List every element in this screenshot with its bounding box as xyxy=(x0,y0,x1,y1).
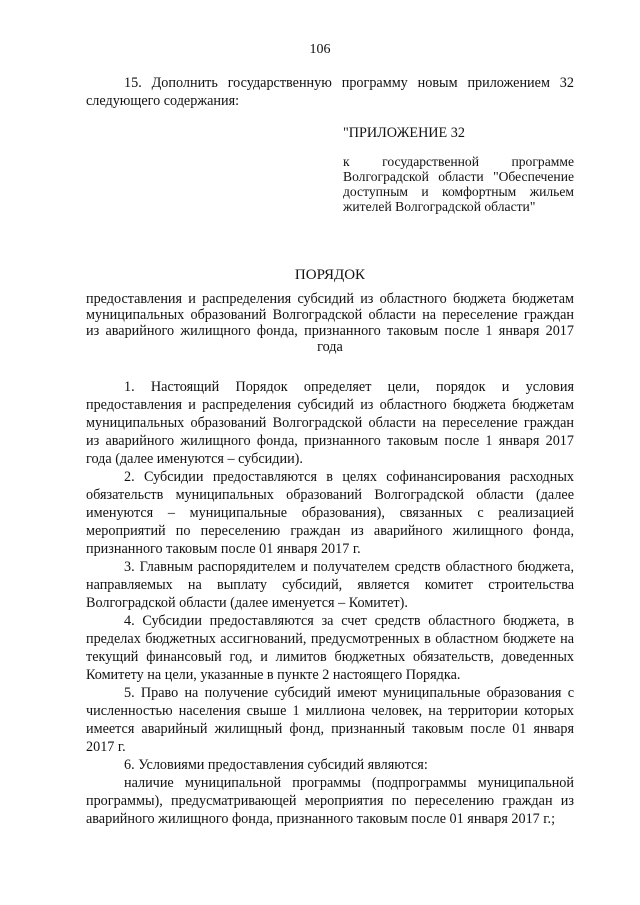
appendix-text: к государственной программе Волгоградской области "Обеспечение доступным и комфортным жильем жителей Волгоградской области" xyxy=(343,154,574,214)
paragraph-1: 1. Настоящий Порядок определяет цели, порядок и условия предоставления и распределения субсидий из областного бюджета бюджетам муниципальных образований Волгоградской области на переселение граждан из аварийного жилищного фонда, признанного таковым после 1 января 2017 года (далее именуются – субсидии). xyxy=(86,379,574,467)
order-heading xyxy=(86,266,574,355)
appendix-title: "ПРИЛОЖЕНИЕ 32 xyxy=(343,125,465,141)
paragraph-4: 4. Субсидии предоставляются за счет средств областного бюджета, в пределах бюджетных ассигнований, предусмотренных в областном бюджете на текущий финансовый год, и лимитов бюджетных обязательств, доведенных Комитету на цели, указанные в пункте 2 настоящего Порядка. xyxy=(86,613,574,683)
paragraph-6-condition: наличие муниципальной программы (подпрограммы муниципальной программы), предусматривающей мероприятия по переселению граждан из аварийного жилищного фонда, признанного таковым после 01 января 2017 г.; xyxy=(86,775,574,827)
paragraph-2: 2. Субсидии предоставляются в целях софинансирования расходных обязательств муниципальных образований Волгоградской области (далее именуются – муниципальные образования), связанных с реализацией мероприятий по переселению граждан из аварийного жилищного фонда, признанного таковым после 01 января 2017 г. xyxy=(86,469,574,557)
intro-paragraph: 15. Дополнить государственную программу новым приложением 32 следующего содержания: xyxy=(86,75,574,109)
order-body xyxy=(86,378,574,828)
paragraph-3: 3. Главным распорядителем и получателем средств областного бюджета, направляемых на выплату субсидий, является комитет строительства Волгоградской области (далее именуется – Комитет). xyxy=(86,559,574,611)
paragraph-6: 6. Условиями предоставления субсидий являются: xyxy=(124,757,428,773)
order-title: ПОРЯДОК xyxy=(294,267,366,283)
page-number: 106 xyxy=(309,42,331,57)
paragraph-5: 5. Право на получение субсидий имеют муниципальные образования с численностью населения свыше 1 миллиона человек, на территории которых имеется аварийный жилищный фонд, признанный таковым после 01 января 2017 г. xyxy=(86,685,574,755)
appendix-block xyxy=(343,124,574,214)
order-subtitle: предоставления и распределения субсидий из областного бюджета бюджетам муниципальных образований Волгоградской области на переселение граждан из аварийного жилищного фонда, признанного таковым после 1 января 2017 года xyxy=(86,291,574,355)
